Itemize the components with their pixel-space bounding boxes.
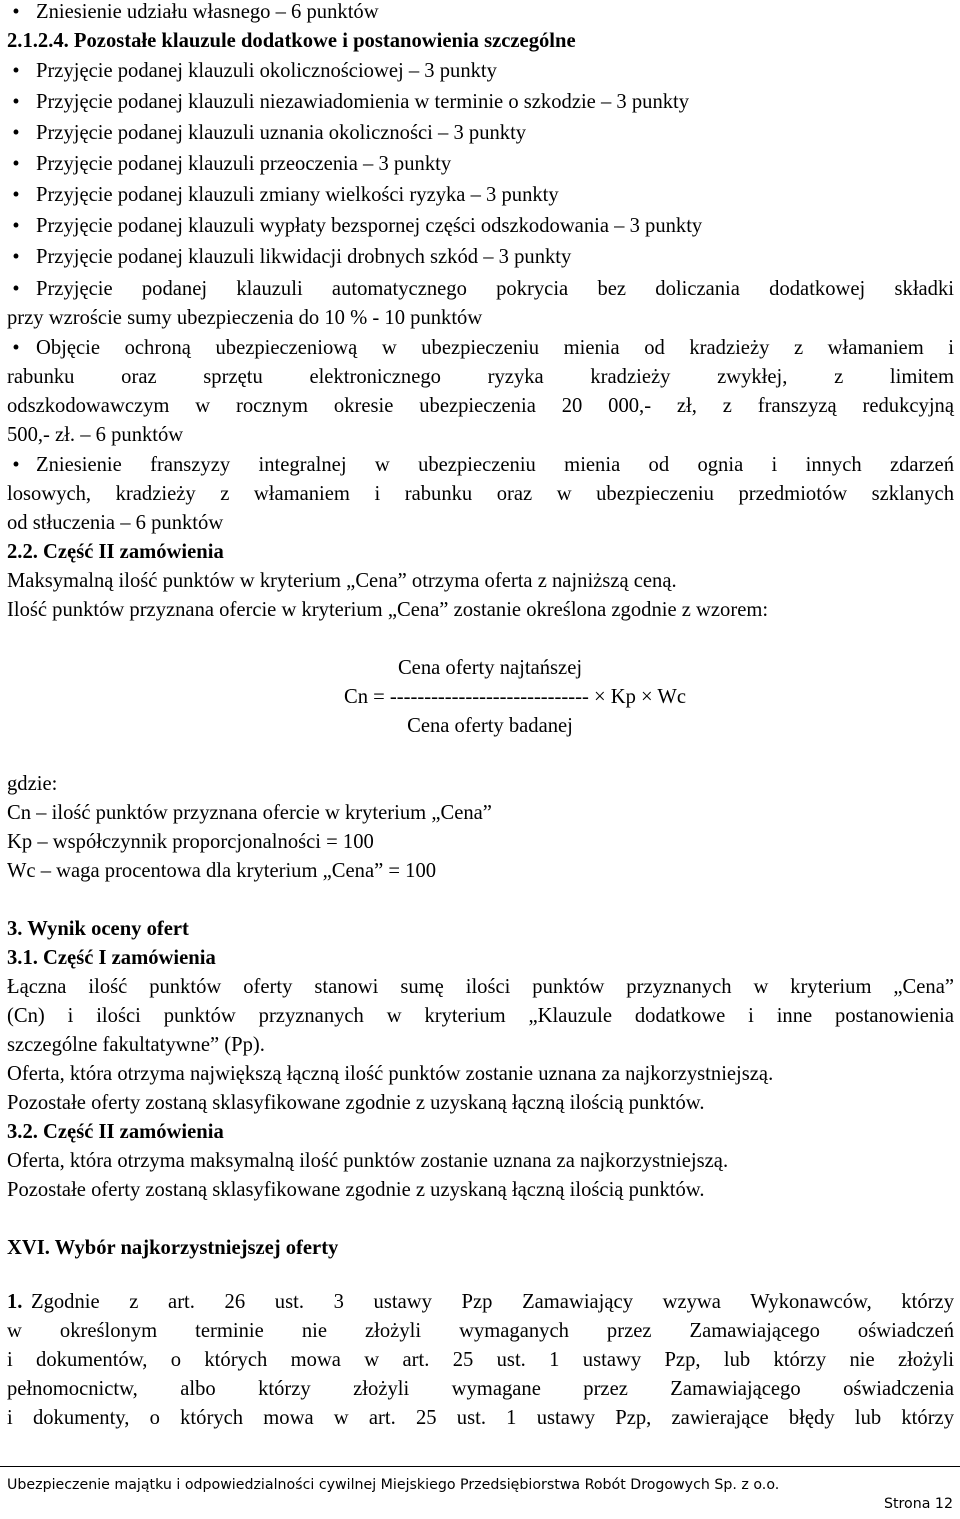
paragraph-line: pełnomocnictw, albo którzy złożyli wymagane przez Zamawiającego oświadczenia: [7, 1378, 954, 1400]
list-item-continuation: odszkodowawczym w rocznym okresie ubezpieczenia 20 000,- zł, z franszyzą redukcyjną: [7, 395, 954, 417]
document-page: • Zniesienie udziału własnego – 6 punktów 2.1.2.4. Pozostałe klauzule dodatkowe i postanowienia szczególne • Przyjęcie podanej klauzuli okolicznościowej – 3 punkty • Przyjęcie podanej klauzuli niezawiadomienia w terminie o szkodzie – 3 punkty • Przyjęcie podanej klauzuli uznania okoliczności – 3 punkty • Przyjęcie podanej klauzuli przeoczenia – 3 punkty • Przyjęcie podanej klauzuli zmiany wielkości ryzyka – 3 punkty • Przyjęcie podanej klauzuli wypłaty bezspornej części odszkodowania – 3 punkty • Przyjęcie podanej klauzuli likwidacji drobnych szkód – 3 punkty • Przyjęcie podanej klauzuli automatycznego pokrycia bez doliczania dodatkowej składki przy wzroście sumy ubezpieczenia do 10 % - 10 punktów • Objęcie ochroną ubezpieczeniową w ubezpieczeniu mienia od kradzieży z włamaniem i rabunku oraz sprzętu elektronicznego ryzyka kradzieży zwykłej, z limitem odszkodowawczym w rocznym okresie ubezpieczenia 20 000,- zł, z franszyzą redukcyjną 500,- zł. – 6 punktów • Zniesienie franszyzy integralnej w ubezpieczeniu mienia od ognia i innych zdarzeń losowych, kradzieży z włamaniem i rabunku oraz w ubezpieczeniu przedmiotów szklanych od stłuczenia – 6 punktów 2.2. Część II zamówienia Maksymalną ilość punktów w kryterium „Cena” otrzyma oferta z najniższą ceną. Ilość punktów przyznana ofercie w kryterium „Cena” zostanie określona zgodnie z wzorem: Cena oferty najtańszej Cn = ----------------------------- × Kp × Wc Cena oferty badanej gdzie: Cn – ilość punktów przyznana ofercie w kryterium „Cena” Kp – współczynnik proporcjonalności = 100 Wc – waga procentowa dla kryterium „Cena” = 100 3. Wynik oceny ofert 3.1. Część I zamówienia Łączna ilość punktów oferty stanowi sumę ilości punktów przyznanych w kryterium „Cena” (Cn) i ilości punktów przyznanych w kryterium „Klauzule dodatkowe i inne postanowienia szczególne fakultatywne” (Pp). Oferta, która otrzyma największą łączną ilość punktów zostanie uznana za najkorzystniejszą. Pozostałe oferty zostaną sklasyfikowane zgodnie z uzyskaną łączną ilością punktów. 3.2. Część II zamówienia Oferta, która otrzyma maksymalną ilość punktów zostanie uznana za najkorzystniejszą. Pozostałe oferty zostaną sklasyfikowane zgodnie z uzyskaną łączną ilością punktów. XVI. Wybór najkorzystniejszej oferty 1. Zgodnie z art. 26 ust. 3 ustawy Pzp Zamawiający wzywa Wykonawców, którzy w określonym terminie nie złożyli wymaganych przez Zamawiającego oświadczeń i dokumentów, o których mowa w art. 25 ust. 1 ustawy Pzp, lub którzy nie złożyli pełnomocnictw, albo którzy złożyli wymagane przez Zamawiającego oświadczenia i dokumenty, o których mowa w art. 25 ust. 1 ustawy Pzp, zawierające błędy lub którzy Ubezpieczenie majątku i odpowiedzialności cywilnej Miejskiego Przedsiębiorstwa Robót Drogowych Sp. z o.o. Strona 12: [0, 0, 960, 1507]
paragraph-line: Oferta, która otrzyma maksymalną ilość punktów zostanie uznana za najkorzystniejszą.: [7, 1150, 729, 1172]
bullet-icon: •: [12, 215, 20, 237]
paragraph-line: Maksymalną ilość punktów w kryterium „Cena” otrzyma oferta z najniższą ceną.: [7, 570, 677, 592]
section-heading: 2.1.2.4. Pozostałe klauzule dodatkowe i postanowienia szczególne: [7, 30, 576, 52]
paragraph-line: szczególne fakultatywne” (Pp).: [7, 1034, 265, 1056]
formula-main: Cn = ----------------------------- × Kp × Wc: [343, 686, 687, 708]
paragraph-line: w określonym terminie nie złożyli wymaganych przez Zamawiającego oświadczeń: [7, 1320, 954, 1342]
list-item-continuation: od stłuczenia – 6 punktów: [7, 512, 224, 534]
formula-numerator: Cena oferty najtańszej: [397, 657, 583, 679]
bullet-icon: •: [12, 278, 20, 300]
paragraph-line: i dokumenty, o których mowa w art. 25 ust. 1 ustawy Pzp, zawierające błędy lub którzy: [7, 1407, 954, 1429]
bullet-icon: •: [12, 1, 20, 23]
paragraph-line: Pozostałe oferty zostaną sklasyfikowane zgodnie z uzyskaną łączną ilością punktów.: [7, 1179, 705, 1201]
footer-text: Ubezpieczenie majątku i odpowiedzialności cywilnej Miejskiego Przedsiębiorstwa Robót Drogowych Sp. z o.o.: [7, 1477, 780, 1493]
section-heading: 3. Wynik oceny ofert: [7, 918, 189, 940]
page-number: Strona 12: [883, 1496, 953, 1512]
bullet-icon: •: [12, 337, 20, 359]
definition-line: Wc – waga procentowa dla kryterium „Cena” = 100: [7, 860, 437, 882]
definition-line: Kp – współczynnik proporcjonalności = 100: [7, 831, 374, 853]
paragraph-line: (Cn) i ilości punktów przyznanych w kryterium „Klauzule dodatkowe i inne postanowienia: [7, 1005, 954, 1027]
where-label: gdzie:: [7, 773, 58, 795]
footer-divider: [0, 1466, 960, 1467]
section-heading: 2.2. Część II zamówienia: [7, 541, 224, 563]
list-item-continuation: losowych, kradzieży z włamaniem i rabunku oraz w ubezpieczeniu przedmiotów szklanych: [7, 483, 954, 505]
list-item-continuation: rabunku oraz sprzętu elektronicznego ryzyka kradzieży zwykłej, z limitem: [7, 366, 954, 388]
definition-line: Cn – ilość punktów przyznana ofercie w kryterium „Cena”: [7, 802, 492, 824]
bullet-icon: •: [12, 60, 20, 82]
paragraph-line: Łączna ilość punktów oferty stanowi sumę ilości punktów przyznanych w kryterium „Cena”: [7, 976, 954, 998]
paragraph-line: Ilość punktów przyznana ofercie w kryterium „Cena” zostanie określona zgodnie z wzorem:: [7, 599, 769, 621]
section-heading: 3.1. Część I zamówienia: [7, 947, 216, 969]
formula-denominator: Cena oferty badanej: [407, 715, 573, 737]
paragraph-line: Pozostałe oferty zostaną sklasyfikowane zgodnie z uzyskaną łączną ilością punktów.: [7, 1092, 705, 1114]
paragraph-line: i dokumentów, o których mowa w art. 25 ust. 1 ustawy Pzp, lub którzy nie złożyli: [7, 1349, 954, 1371]
paragraph-number: 1.: [7, 1291, 23, 1313]
bullet-icon: •: [12, 184, 20, 206]
bullet-icon: •: [12, 122, 20, 144]
list-item-continuation: 500,- zł. – 6 punktów: [7, 424, 184, 446]
list-item-continuation: przy wzroście sumy ubezpieczenia do 10 % - 10 punktów: [7, 307, 483, 329]
bullet-icon: •: [12, 91, 20, 113]
bullet-icon: •: [12, 246, 20, 268]
section-heading: 3.2. Część II zamówienia: [7, 1121, 224, 1143]
paragraph-line: Oferta, która otrzyma największą łączną ilość punktów zostanie uznana za najkorzystniejszą.: [7, 1063, 774, 1085]
chapter-heading: XVI. Wybór najkorzystniejszej oferty: [7, 1237, 339, 1259]
bullet-icon: •: [12, 153, 20, 175]
bullet-icon: •: [12, 454, 20, 476]
